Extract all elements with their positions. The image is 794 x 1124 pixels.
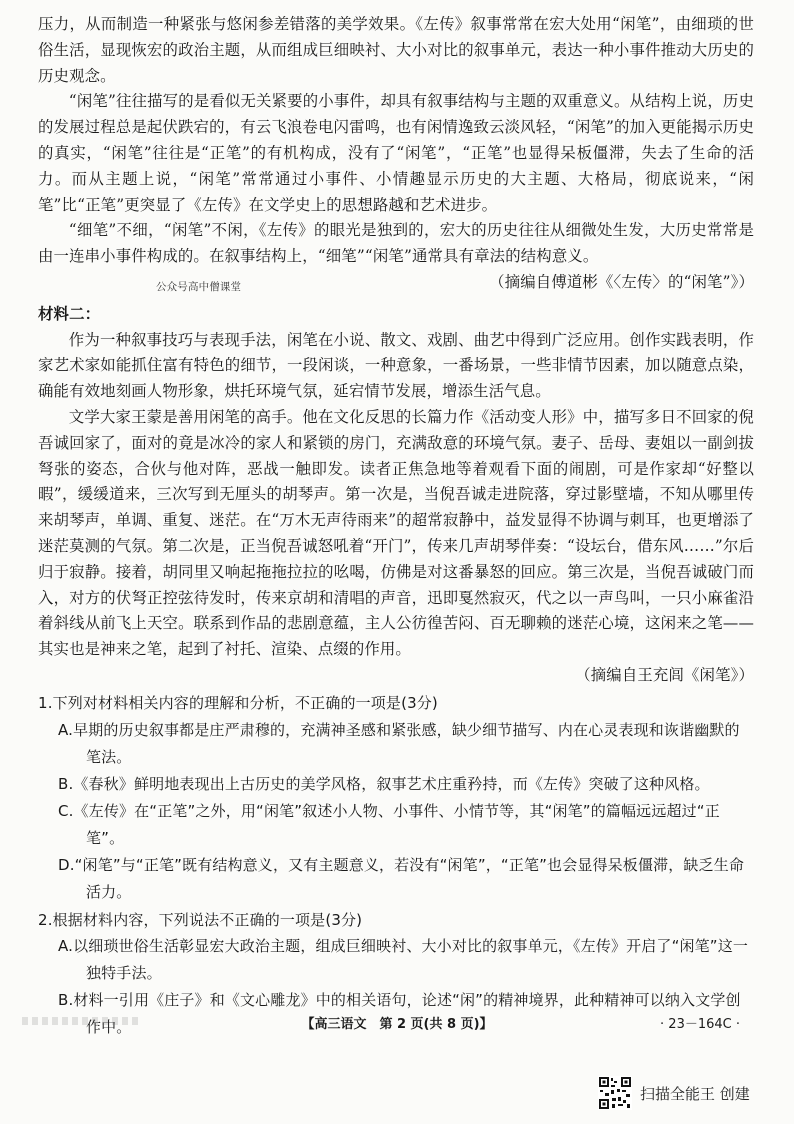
question-1 [38,691,754,906]
qr-code-icon [598,1076,632,1110]
watermark-label: 公众号高中僧课堂 [156,280,242,293]
footer-page-label: 【高三语文 第 2 页(共 8 页)】 [301,1017,493,1032]
question-2-option-b: B.材料一引用《庄子》和《文心雕龙》中的相关语句，论述“闲”的精神境界，此种精神可以纳入文学创作中。 [58,991,741,1037]
page-footer [0,1011,794,1035]
paragraph-xibi: “细笔”不细，“闲笔”不闲，《左传》的眼光是独到的，宏大的历史往往从细微处生发，大历史常常是由一连串小事件构成的。在叙事结构上，“细笔”“闲笔”通常具有章法的结构意义。 [38,221,754,266]
source-citation-1: （摘编自傅道彬《〈左传〉的“闲笔”》） [489,272,754,291]
question-2-option-a: A.以细琐世俗生活彰显宏大政治主题，组成巨细映衬、大小对比的叙事单元，《左传》开启了“闲笔”这一独特手法。 [58,937,749,983]
scanner-label: 扫描全能王 创建 [640,1084,750,1103]
material2-heading: 材料二： [38,304,101,323]
material2-paragraph-1: 作为一种叙事技巧与表现手法，闲笔在小说、散文、戏剧、曲艺中得到广泛应用。创作实践表明，作家艺术家如能抓住富有特色的细节，一段闲谈，一种意象，一番场景，一些非情节因素，加以随意点染，确能有效地刻画人物形象，烘托环境气氛，延宕情节发展，增添生活气息。 [38,330,754,401]
source-citation-2: （摘编自王充闾《闲笔》） [575,665,754,684]
material2-paragraph-2: 文学大家王蒙是善用闲笔的高手。他在文化反思的长篇力作《活动变人形》中，描写多日不回家的倪吾诚回家了，面对的竟是冰冷的家人和紧锁的房门，充满敌意的环境气氛。妻子、岳母、妻姐以一副剑拔弩张的姿态，合伙与他对阵，恶战一触即发。读者正焦急地等着观看下面的闹剧，可是作家却“好整以暇”，缓缓道来，三次写到无厘头的胡琴声。第一次是，当倪吾诚走进院落，穿过影壁墙，不知从哪里传来胡琴声，单调、重复、迷茫。在“万木无声待雨来”的超常寂静中，益发显得不协调与刺耳，也更增添了迷茫莫测的气氛。第二次是，正当倪吾诚怒吼着“开门”，传来几声胡琴伴奏：“设坛台，借东风……”尔后归于寂静。接着，胡同里又响起拖拖拉拉的吆喝，仿佛是对这番暴怒的回应。第三次是，当倪吾诚破门而入，对方的伏弩正控弦待发时，传来京胡和清唱的声音，迅即戛然寂灭，代之以一声鸟叫，一只小麻雀沿着斜线从前飞上天空。联系到作品的悲剧意蕴，主人公彷徨苦闷、百无聊赖的迷茫心境，这闲来之笔——其实也是神来之笔，起到了衬托、渲染、点缀的作用。 [38,407,754,659]
page-content [38,12,754,1041]
source-row-1 [38,270,754,296]
question-2-stem: 2.根据材料内容，下列说法不正确的一项是(3分) [38,910,363,929]
question-1-stem: 1.下列对材料相关内容的理解和分析，不正确的一项是(3分) [38,693,438,712]
question-1-option-a: A.早期的历史叙事都是庄严肃穆的，充满神圣感和紧张感，缺少细节描写、内在心灵表现和诙谐幽默的笔法。 [58,720,740,766]
question-1-option-d: D.“闲笔”与“正笔”既有结构意义，又有主题意义，若没有“闲笔”，“正笔”也会显得呆板僵滞，缺乏生命活力。 [58,855,744,901]
question-1-option-b: B.《春秋》鲜明地表现出上古历史的美学风格，叙事艺术庄重矜持，而《左传》突破了这种风格。 [58,774,710,793]
question-1-option-c: C.《左传》在“正笔”之外，用“闲笔”叙述小人物、小事件、小情节等，其“闲笔”的篇幅远远超过“正笔”。 [58,801,720,847]
paragraph-continued: 压力，从而制造一种紧张与悠闲参差错落的美学效果。《左传》叙事常常在宏大处用“闲笔”，由细琐的世俗生活，显现恢宏的政治主题，从而组成巨细映衬、大小对比的叙事单元，表达一种小事件推动大历史的历史观念。 [38,15,754,85]
paragraph-xianbi-meaning: “闲笔”往往描写的是看似无关紧要的小事件，却具有叙事结构与主题的双重意义。从结构上说，历史的发展过程总是起伏跌宕的，有云飞浪卷电闪雷鸣，也有闲情逸致云淡风轻，“闲笔”的加入更能揭示历史的真实，“闲笔”往往是“正笔”的有机构成，没有了“闲笔”，“正笔”也显得呆板僵滞，失去了生命的活力。而从主题上说，“闲笔”常常通过小事件、小情趣显示历史的大主题、大格局，彻底说来，“闲笔”比“正笔”更突显了《左传》在文学史上的思想路越和艺术进步。 [38,92,754,214]
scanner-badge [598,1073,750,1113]
footer-exam-code: · 23－164C · [660,1017,740,1032]
